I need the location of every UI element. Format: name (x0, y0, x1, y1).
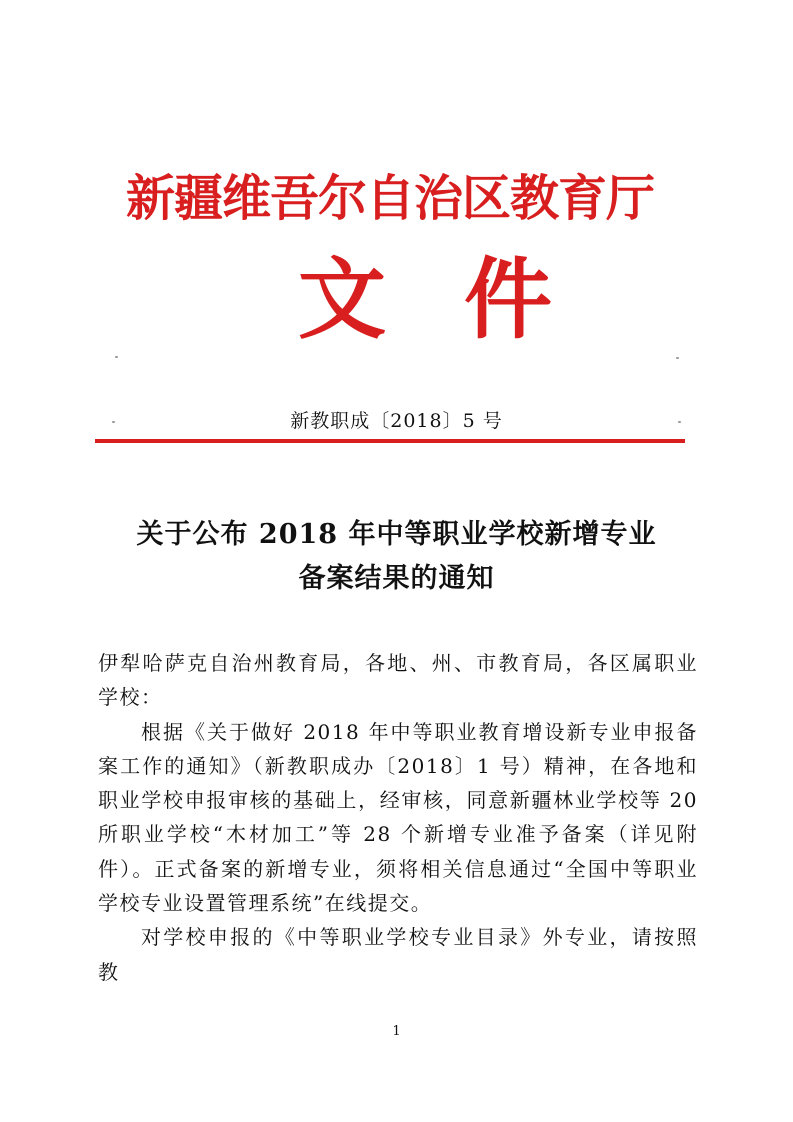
scan-speck (676, 357, 679, 359)
document-title (70, 513, 723, 601)
document-number: 新教职成〔2018〕5 号 (290, 410, 503, 432)
page-number: 1 (392, 1024, 401, 1039)
title-line-2: 备案结果的通知 (298, 563, 495, 594)
scan-speck (115, 356, 118, 358)
body-paragraph-2: 对学校申报的《中等职业学校专业目录》外专业，请按照教 (98, 925, 698, 984)
salutation: 伊犁哈萨克自治州教育局，各地、州、市教育局，各区属职业学校： (98, 651, 698, 710)
title-line-1: 关于公布 2018 年中等职业学校新增专业 (136, 519, 657, 550)
red-divider-line (95, 439, 685, 443)
document-body (98, 646, 698, 989)
document-word-header: 文件 (298, 247, 631, 351)
body-paragraph-1: 根据《关于做好 2018 年中等职业教育增设新专业申报备案工作的通知》（新教职成办〔2018〕1 号）精神，在各地和职业学校申报审核的基础上，经审核，同意新疆林业学校等 20 所职业学校“木材加工”等 28 个新增专业准予备案（详见附件）。正式备案的新增专业，须将相关信息通过“全国中等职业学校专业设置管理系统”在线提交。 (98, 719, 698, 916)
issuing-authority-header: 新疆维吾尔自治区教育厅 (125, 169, 654, 227)
